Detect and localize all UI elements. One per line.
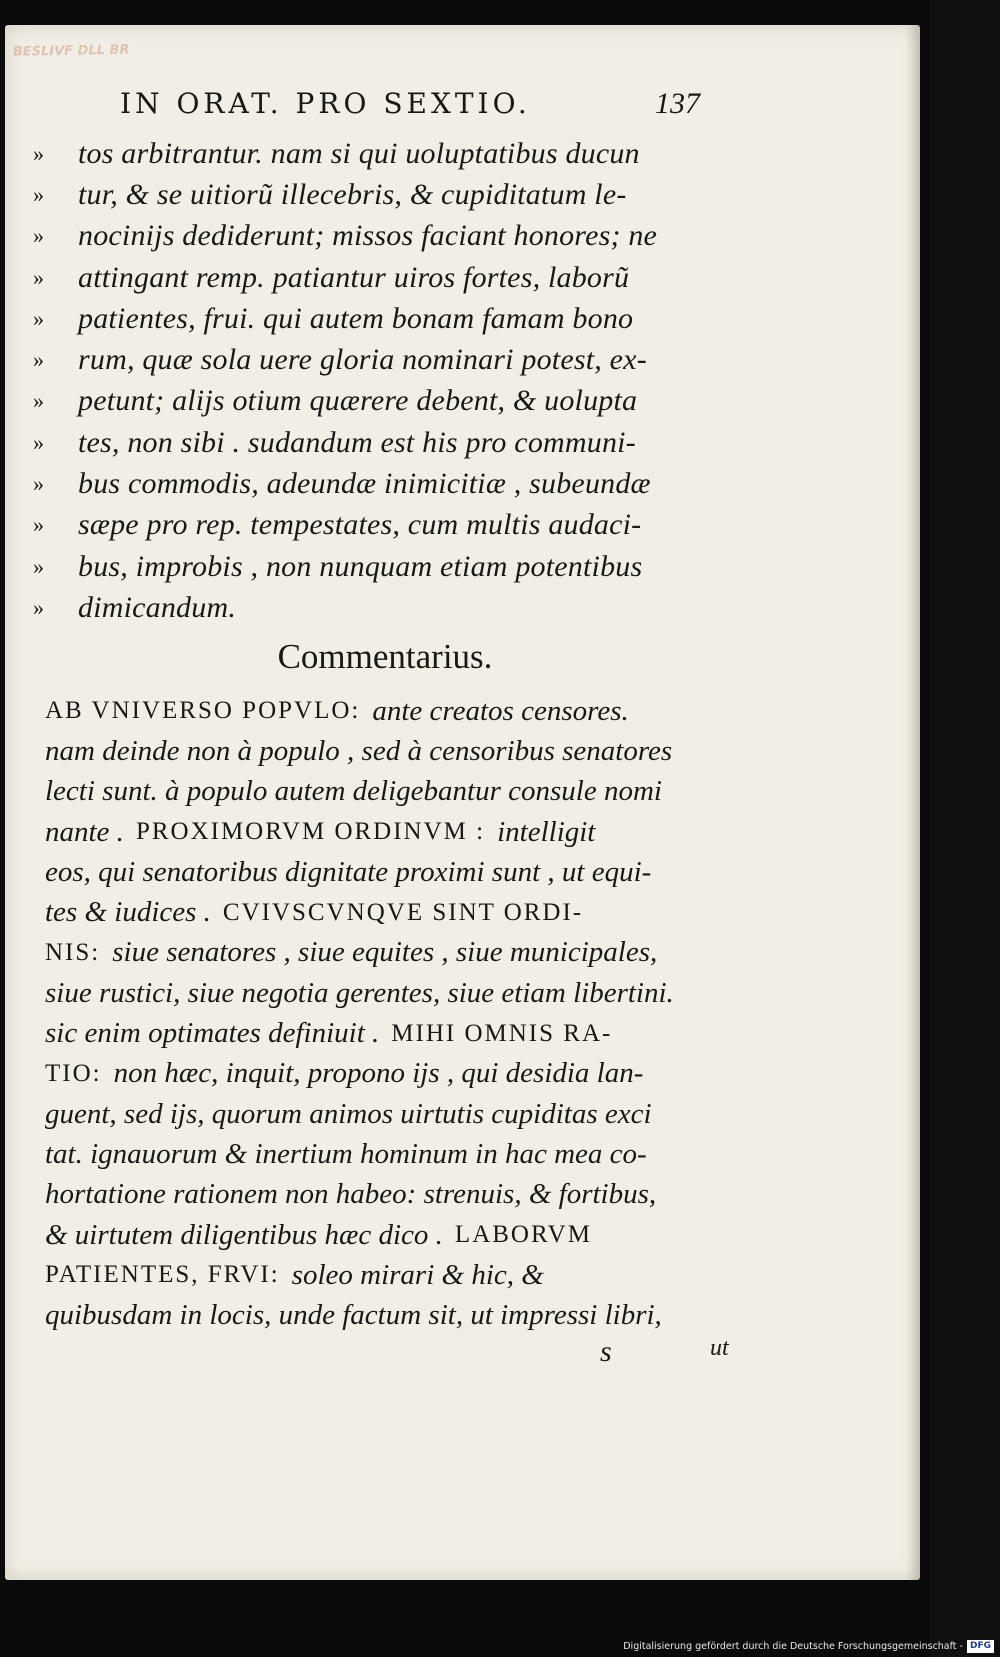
signature-mark: s — [600, 1335, 612, 1368]
lemma: PATIENTES, FRVI: — [45, 1261, 280, 1289]
commentary-line: sic enim optimates definiuit . MIHI OMNIS RA- — [45, 1017, 613, 1050]
quote-line: » nocinijs dediderunt; missos faciant honores; ne — [33, 219, 658, 253]
library-stamp: BESLIVF DLL BR — [12, 42, 130, 60]
catchword: ut — [710, 1335, 729, 1361]
commentary-text — [45, 691, 725, 1336]
commentary-line: eos, qui senatoribus dignitate proximi sunt , ut equi- — [45, 855, 652, 888]
quote-mark: » — [33, 512, 44, 538]
quote-mark: » — [33, 388, 44, 414]
lemma: CVIVSCVNQVE SINT ORDI- — [222, 898, 584, 926]
quote-mark: » — [33, 305, 44, 331]
commentary-line: nante . PROXIMORVM ORDINVM : intelligit — [45, 815, 596, 848]
commentary-line: hortatione rationem non habeo: strenuis, & fortibus, — [45, 1178, 657, 1211]
quote-line: » attingant remp. patiantur uiros fortes, laborũ — [33, 260, 630, 294]
quote-mark: » — [33, 181, 44, 207]
quote-line: » sæpe pro rep. tempestates, cum multis audaci- — [33, 508, 642, 542]
lemma: NIS: — [45, 938, 101, 966]
quote-line: » bus, improbis , non nunquam etiam potentibus — [33, 549, 643, 583]
quoted-text-block — [33, 133, 723, 629]
lemma: AB VNIVERSO POPVLO: — [45, 697, 361, 725]
quote-line: » tes, non sibi . sudandum est his pro communi- — [33, 425, 636, 459]
book-page — [5, 25, 920, 1580]
commentary-line: quibusdam in locis, unde factum sit, ut impressi libri, — [45, 1299, 662, 1332]
attribution-bar — [623, 1638, 994, 1654]
commentary-line: PATIENTES, FRVI: soleo mirari & hic, & — [45, 1258, 544, 1291]
running-title: IN ORAT. PRO SEXTIO. — [120, 87, 531, 120]
attribution-text: Digitalisierung gefördert durch die Deutsche Forschungsgemeinschaft - — [623, 1640, 963, 1652]
lemma: TIO: — [45, 1059, 102, 1087]
commentary-line: nam deinde non à populo , sed à censoribus senatores — [45, 734, 673, 767]
commentary-line: tat. ignauorum & inertium hominum in hac mea co- — [45, 1137, 647, 1170]
commentary-line: & uirtutem diligentibus hæc dico . LABORVM — [45, 1218, 592, 1251]
dfg-logo: DFG — [967, 1640, 994, 1653]
quote-line: » tur, & se uitiorũ illecebris, & cupiditatum le- — [33, 177, 627, 211]
commentary-line: TIO: non hæc, inquit, propono ijs , qui desidia lan- — [45, 1057, 644, 1090]
quote-mark: » — [33, 223, 44, 249]
page-footer — [45, 1335, 745, 1375]
lemma: MIHI OMNIS RA- — [391, 1019, 613, 1047]
quote-mark: » — [33, 429, 44, 455]
commentary-line: siue rustici, siue negotia gerentes, siue etiam libertini. — [45, 976, 674, 1009]
lemma: PROXIMORVM ORDINVM : — [135, 818, 486, 846]
commentary-heading: Commentarius. — [277, 637, 493, 676]
lemma: LABORVM — [454, 1221, 592, 1248]
commentary-line: NIS: siue senatores , siue equites , siue municipales, — [45, 936, 658, 969]
commentary-line: tes & iudices . CVIVSCVNQVE SINT ORDI- — [45, 896, 584, 929]
quote-line: » dimicandum. — [33, 590, 237, 624]
quote-mark: » — [33, 471, 44, 497]
commentary-line: lecti sunt. à populo autem deligebantur consule nomi — [45, 775, 662, 808]
page-edge-shadow — [906, 25, 920, 1580]
quote-mark: » — [33, 140, 44, 166]
page-number: 137 — [655, 87, 700, 120]
quote-line: » tos arbitrantur. nam si qui uoluptatibus ducun — [33, 136, 640, 170]
quote-line: » patientes, frui. qui autem bonam famam bono — [33, 301, 634, 335]
quote-line: » petunt; alijs otium quærere debent, & uolupta — [33, 384, 638, 418]
quote-mark: » — [33, 264, 44, 290]
quote-line: » bus commodis, adeundæ inimicitiæ , subeundæ — [33, 467, 651, 501]
commentary-line: AB VNIVERSO POPVLO: ante creatos censores. — [45, 694, 629, 727]
quote-mark: » — [33, 553, 44, 579]
scan-background — [930, 0, 1000, 1657]
quote-mark: » — [33, 347, 44, 373]
commentary-line: guent, sed ijs, quorum animos uirtutis cupiditas exci — [45, 1097, 652, 1130]
quote-mark: » — [33, 594, 44, 620]
page-header — [120, 87, 720, 127]
quote-line: » rum, quæ sola uere gloria nominari potest, ex- — [33, 343, 647, 377]
